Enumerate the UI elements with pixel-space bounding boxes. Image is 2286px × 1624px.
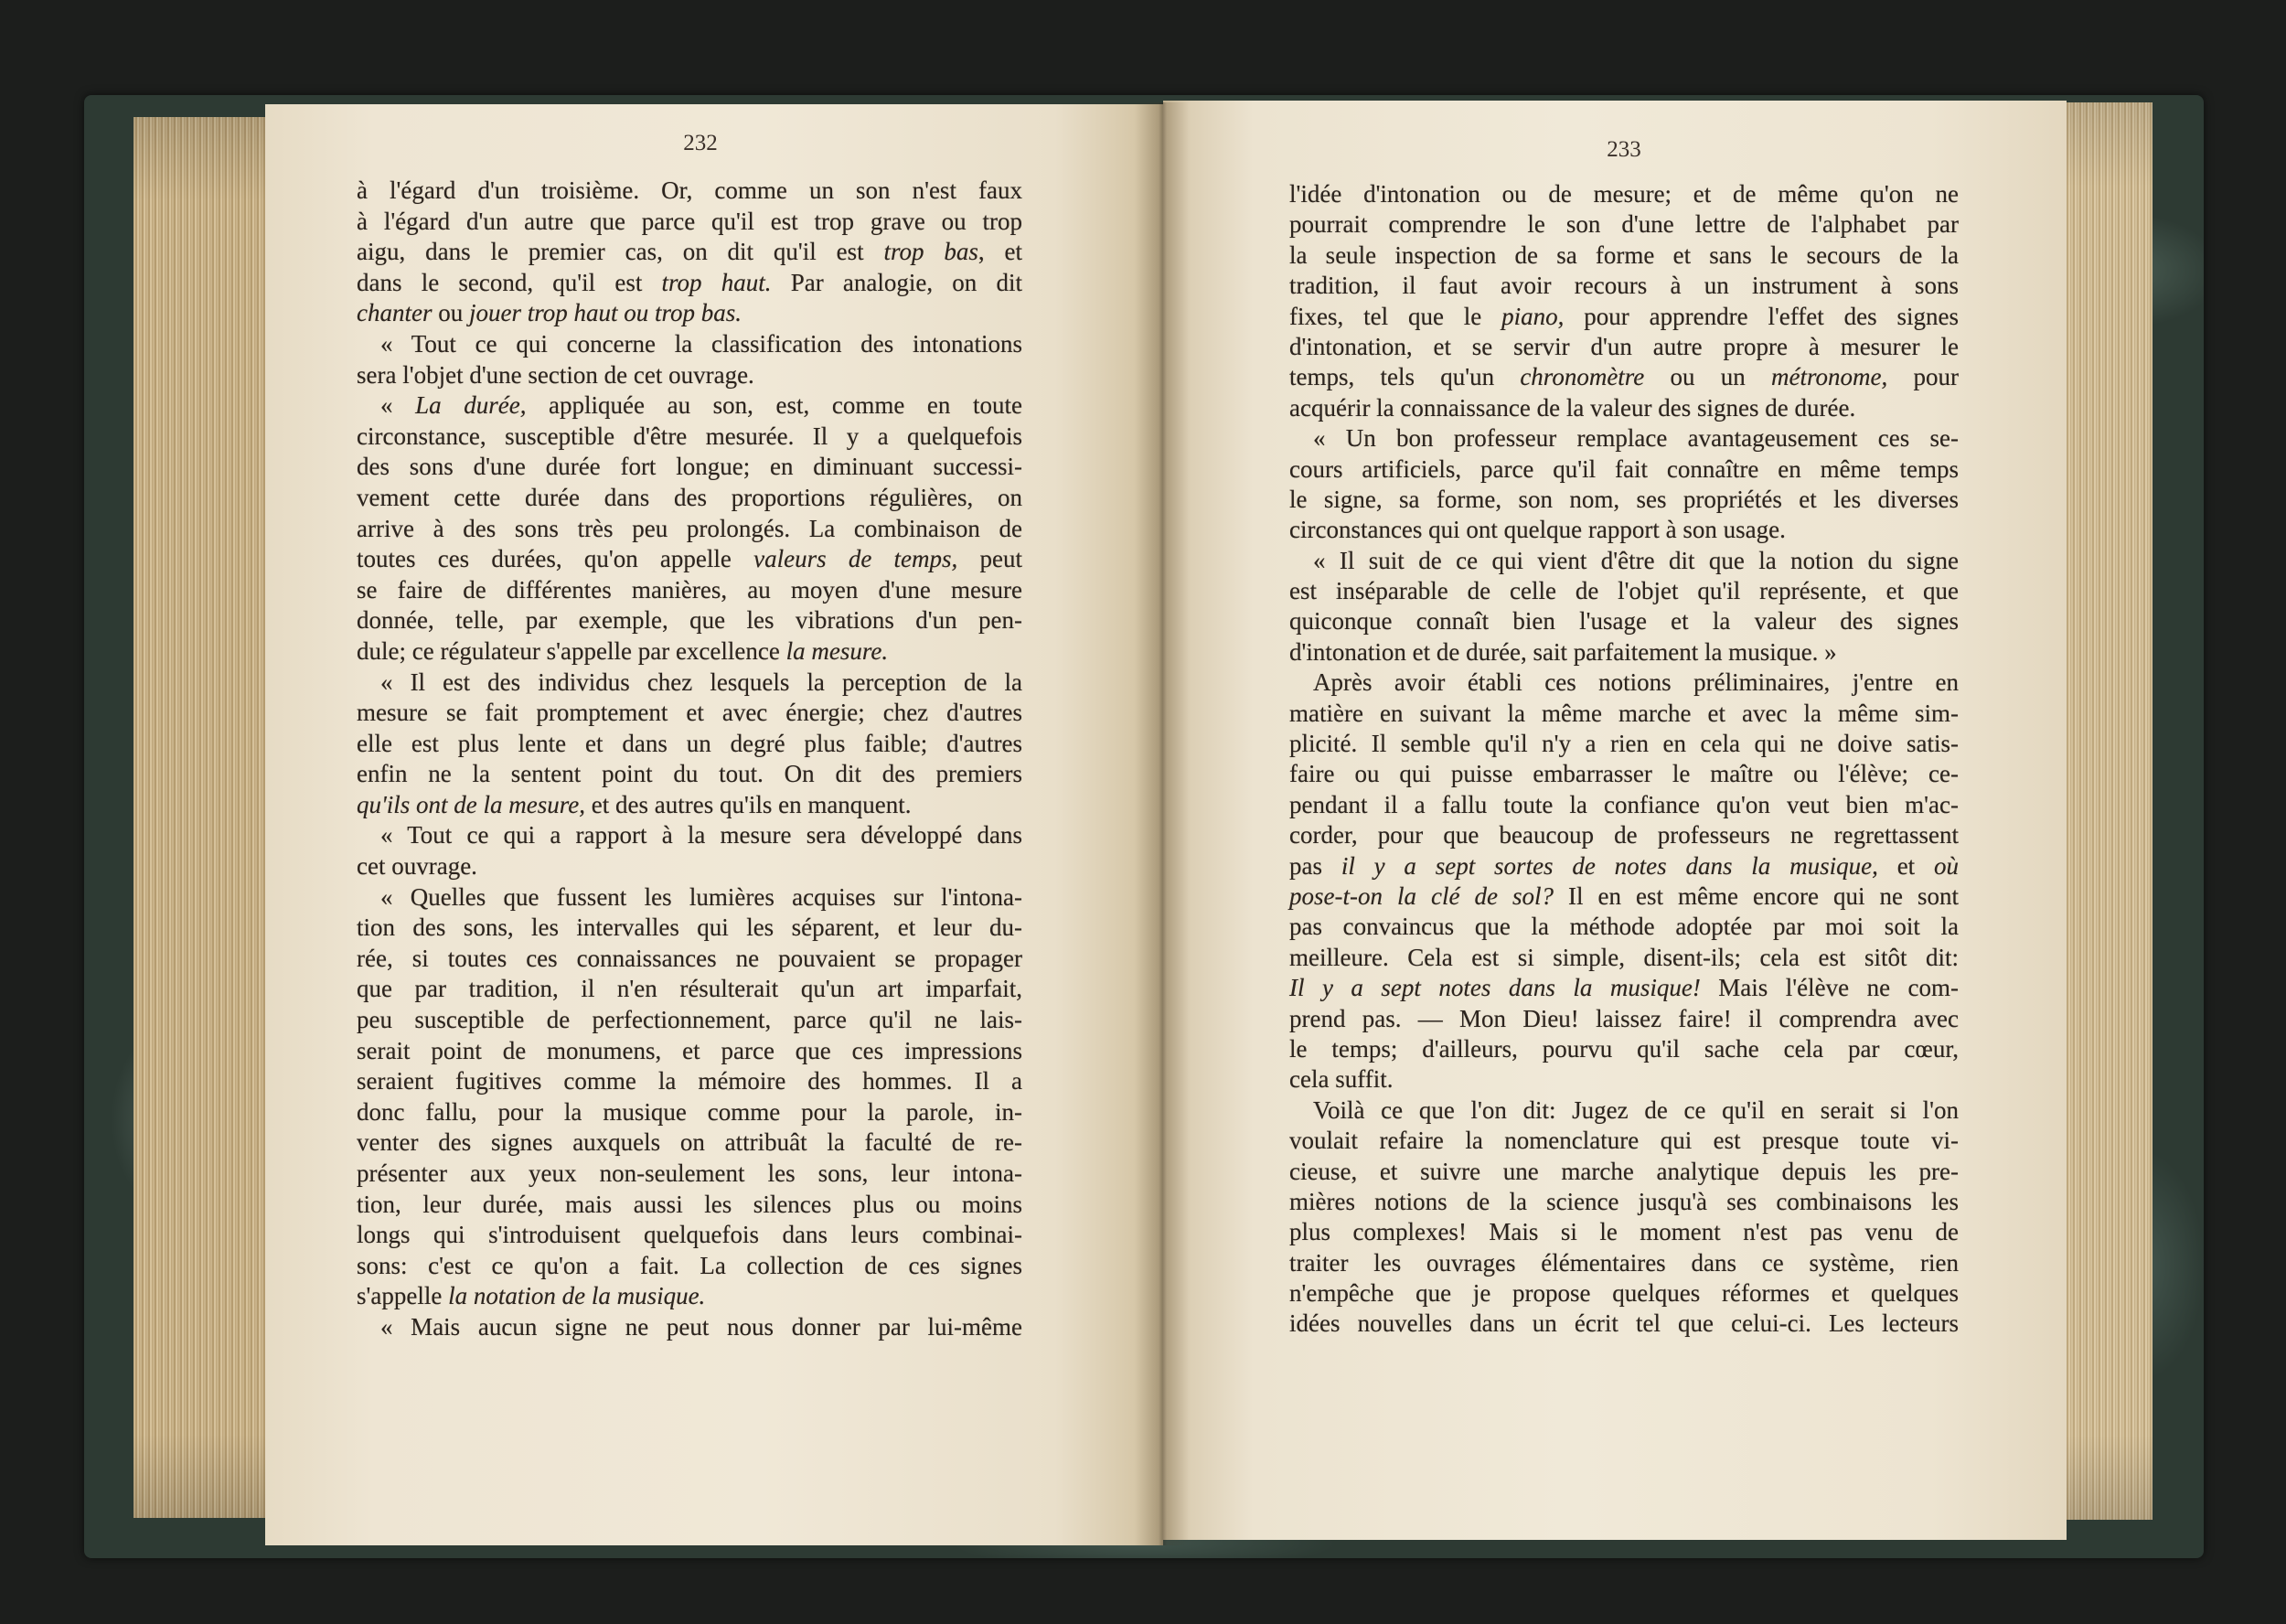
text-segment: peut: [957, 545, 1022, 573]
text-line: [1289, 1004, 1959, 1034]
text-segment: « Tout ce qui concerne la classification des intonations: [380, 329, 1022, 358]
text-segment: circonstance, susceptible d'être mesurée. Il y a quelquefois: [357, 422, 1022, 450]
text-line: [1289, 759, 1959, 789]
italic-text: pose-t-on la clé de sol?: [1289, 881, 1554, 910]
text-line: [1289, 1034, 1959, 1064]
text-segment: corder, pour que beaucoup de professeurs ne regrettassent: [1289, 821, 1959, 849]
paragraph: [357, 668, 1022, 821]
text-segment: ou un: [1644, 363, 1772, 391]
text-segment: Par analogie, on dit: [771, 268, 1023, 296]
text-line: [357, 759, 1022, 790]
italic-text: jouer trop haut ou trop bas.: [468, 299, 742, 327]
text-segment: aigu, dans le premier cas, on dit qu'il est: [357, 238, 884, 266]
text-segment: dule; ce régulateur s'appelle par excellence: [357, 636, 786, 665]
right-page-number: 233: [1607, 137, 1641, 162]
paragraph: [357, 1312, 1022, 1343]
text-line: [357, 298, 1022, 329]
text-line: [1289, 240, 1959, 271]
text-line: [357, 698, 1022, 729]
text-segment: idées nouvelles dans un écrit tel que celui-ci. Les lecteurs: [1289, 1309, 1959, 1338]
text-line: [1289, 302, 1959, 332]
paragraph: [357, 176, 1022, 329]
text-line: [1289, 576, 1959, 606]
text-segment: « Mais aucun signe ne peut nous donner par lui-même: [380, 1312, 1022, 1341]
text-segment: ou: [432, 299, 469, 327]
italic-text: Il y a sept notes dans la musique!: [1289, 974, 1701, 1002]
text-segment: arrive à des sons très peu prolongés. La combinaison de: [357, 514, 1022, 542]
text-line: [357, 851, 1022, 882]
text-line: [357, 360, 1022, 391]
text-segment: cours artificiels, parce qu'il fait connaître en même temps: [1289, 454, 1959, 483]
text-line: [357, 1066, 1022, 1097]
text-line: [357, 483, 1022, 514]
text-segment: tradition, il faut avoir recours à un instrument à sons: [1289, 272, 1959, 300]
text-line: [1289, 790, 1959, 820]
text-segment: peu susceptible de perfectionnement, parce qu'il ne lais-: [357, 1006, 1022, 1034]
text-segment: et: [1877, 851, 1934, 880]
text-segment: « Il est des individus chez lesquels la perception de la: [380, 668, 1022, 696]
text-line: [357, 390, 1022, 422]
italic-text: où: [1934, 851, 1959, 880]
text-line: [357, 1312, 1022, 1343]
text-segment: matière en suivant la même marche et avec la même sim-: [1289, 699, 1959, 727]
text-line: [1289, 973, 1959, 1003]
text-line: [1289, 179, 1959, 209]
text-line: [357, 1251, 1022, 1282]
italic-text: chanter: [357, 299, 433, 327]
text-line: [357, 1220, 1022, 1251]
text-segment: « Quelles que fussent les lumières acquises sur l'intona-: [380, 882, 1022, 911]
paragraph: [1289, 668, 1959, 1095]
text-segment: dans le second, qu'il est: [357, 268, 662, 296]
text-line: [357, 207, 1022, 238]
text-line: [1289, 1157, 1959, 1187]
text-segment: serait point de monumens, et parce que ces impressions: [357, 1036, 1022, 1064]
text-segment: , et: [977, 238, 1022, 266]
text-line: [1289, 699, 1959, 729]
text-segment: Après avoir établi ces notions préliminaires, j'entre en: [1313, 668, 1959, 697]
text-line: [357, 329, 1022, 360]
text-segment: plus complexes! Mais si le moment n'est pas venu de: [1289, 1218, 1959, 1246]
text-line: [1289, 637, 1959, 668]
text-line: [1289, 820, 1959, 850]
text-segment: tion des sons, les intervalles qui les séparent, et leur du-: [357, 914, 1022, 942]
text-segment: Il en est même encore qui ne sont: [1554, 881, 1959, 910]
text-line: [357, 514, 1022, 545]
text-segment: fixes, tel que le: [1289, 302, 1502, 330]
text-line: [357, 1159, 1022, 1190]
left-page-text: [357, 176, 1022, 1343]
text-segment: le temps; d'ailleurs, pourvu qu'il sache cela par cœur,: [1289, 1034, 1959, 1063]
text-line: [357, 668, 1022, 699]
text-segment: et des autres qu'ils en manquent.: [585, 790, 912, 818]
text-line: [357, 176, 1022, 207]
text-segment: des sons d'une durée fort longue; en diminuant successi-: [357, 453, 1022, 481]
text-segment: appliquée au son, est, comme en toute: [526, 391, 1023, 420]
text-line: [357, 882, 1022, 914]
paragraph: [1289, 423, 1959, 546]
text-segment: temps, tels qu'un: [1289, 363, 1521, 391]
text-segment: à l'égard d'un troisième. Or, comme un son n'est faux: [357, 176, 1022, 204]
text-segment: sons: c'est ce qu'on a fait. La collection de ces signes: [357, 1251, 1022, 1279]
text-line: [357, 1005, 1022, 1036]
text-line: [1289, 1095, 1959, 1126]
text-line: [1289, 393, 1959, 423]
text-segment: meilleure. Cela est si simple, disent-ils; cela est sitôt dit:: [1289, 943, 1959, 971]
text-line: [357, 544, 1022, 575]
italic-text: La durée,: [415, 391, 527, 420]
text-line: [357, 605, 1022, 636]
text-segment: s'appelle: [357, 1282, 449, 1310]
paragraph: [357, 329, 1022, 390]
text-segment: « Un bon professeur remplace avantageusement ces se-: [1313, 424, 1959, 453]
text-line: [1289, 1309, 1959, 1339]
text-segment: « Tout ce qui a rapport à la mesure sera développé dans: [380, 821, 1022, 849]
text-segment: voulait refaire la nomenclature qui est presque toute vi-: [1289, 1127, 1959, 1155]
text-line: [357, 268, 1022, 299]
text-segment: d'intonation, et se servir d'un autre propre à mesurer le: [1289, 332, 1959, 360]
text-line: [357, 820, 1022, 851]
text-segment: Voilà ce que l'on dit: Jugez de ce qu'il en serait si l'on: [1313, 1095, 1959, 1124]
text-segment: cela suffit.: [1289, 1065, 1394, 1094]
text-segment: faire ou qui puisse embarrasser le maître ou l'élève; ce-: [1289, 760, 1959, 788]
text-segment: traiter les ouvrages élémentaires dans ce système, rien: [1289, 1248, 1959, 1277]
text-segment: Mais l'élève ne com-: [1700, 974, 1960, 1002]
text-segment: pas convaincus que la méthode adoptée par moi soit la: [1289, 913, 1959, 941]
text-line: [1289, 1278, 1959, 1309]
text-segment: acquérir la connaissance de la valeur des signes de durée.: [1289, 393, 1856, 422]
text-segment: quiconque connaît bien l'usage et la valeur des signes: [1289, 607, 1959, 636]
text-segment: rée, si toutes ces connaissances ne pouvaient se propager: [357, 944, 1022, 972]
text-segment: mesure se fait promptement et avec énergie; chez d'autres: [357, 699, 1022, 727]
text-line: [357, 575, 1022, 606]
text-segment: la seule inspection de sa forme et sans le secours de la: [1289, 240, 1959, 269]
paragraph: [1289, 546, 1959, 668]
italic-text: trop haut.: [661, 268, 772, 296]
text-segment: d'intonation et de durée, sait parfaitement la musique. »: [1289, 637, 1837, 666]
text-line: [1289, 332, 1959, 362]
text-segment: sera l'objet d'une section de cet ouvrage.: [357, 360, 754, 389]
text-line: [357, 1190, 1022, 1221]
text-segment: pour apprendre l'effet des signes: [1564, 302, 1959, 330]
text-segment: seraient fugitives comme la mémoire des hommes. Il a: [357, 1067, 1022, 1095]
text-line: [1289, 546, 1959, 576]
italic-text: valeurs de temps,: [753, 545, 958, 573]
text-line: [357, 1281, 1022, 1312]
text-segment: que par tradition, il n'en résulterait qu'un art imparfait,: [357, 975, 1022, 1003]
paragraph: [357, 820, 1022, 881]
text-line: [1289, 271, 1959, 301]
text-line: [357, 974, 1022, 1005]
italic-text: trop bas: [883, 238, 978, 266]
text-segment: pendant il a fallu toute la confiance qu'on veut bien m'ac-: [1289, 790, 1959, 818]
text-segment: présenter aux yeux non-seulement les sons, leur intona-: [357, 1159, 1022, 1187]
text-line: [357, 913, 1022, 944]
paragraph: [357, 390, 1022, 667]
text-line: [357, 422, 1022, 453]
text-line: [357, 452, 1022, 483]
text-segment: donc fallu, pour la musique comme pour la parole, in-: [357, 1097, 1022, 1126]
text-segment: elle est plus lente et dans un degré plus faible; d'autres: [357, 729, 1022, 757]
text-line: [1289, 209, 1959, 240]
italic-text: chronomètre: [1520, 363, 1645, 391]
text-segment: donnée, telle, par exemple, que les vibrations d'un pen-: [357, 606, 1022, 635]
italic-text: métronome,: [1771, 363, 1888, 391]
right-page-text: [1289, 179, 1959, 1340]
text-line: [1289, 943, 1959, 973]
right-page-edges: [2065, 102, 2152, 1520]
text-segment: à l'égard d'un autre que parce qu'il est trop grave ou trop: [357, 207, 1022, 235]
text-line: [1289, 362, 1959, 392]
text-line: [1289, 515, 1959, 545]
text-segment: circonstances qui ont quelque rapport à son usage.: [1289, 516, 1786, 544]
text-segment: tion, leur durée, mais aussi les silences plus ou moins: [357, 1190, 1022, 1218]
text-line: [1289, 912, 1959, 942]
italic-text: la mesure.: [785, 636, 889, 665]
text-line: [1289, 1217, 1959, 1247]
text-line: [1289, 881, 1959, 912]
text-line: [357, 729, 1022, 760]
text-line: [1289, 485, 1959, 515]
paragraph: [1289, 1095, 1959, 1340]
text-segment: pour: [1887, 363, 1959, 391]
text-line: [357, 1097, 1022, 1128]
text-line: [357, 237, 1022, 268]
paragraph: [1289, 179, 1959, 423]
text-segment: cieuse, et suivre une marche analytique depuis les pre-: [1289, 1157, 1959, 1185]
text-line: [357, 1036, 1022, 1067]
text-line: [1289, 606, 1959, 636]
text-segment: se faire de différentes manières, au moyen d'une mesure: [357, 575, 1022, 604]
text-segment: est inséparable de celle de l'objet qu'il représente, et que: [1289, 577, 1959, 605]
left-page-number: 232: [683, 131, 718, 155]
text-segment: enfin ne la sentent point du tout. On dit des premiers: [357, 760, 1022, 788]
text-segment: «: [380, 391, 416, 420]
italic-text: il y a sept sortes de notes dans la musique,: [1341, 851, 1878, 880]
text-line: [1289, 668, 1959, 698]
text-segment: « Il suit de ce qui vient d'être dit que la notion du signe: [1313, 546, 1959, 574]
text-line: [357, 636, 1022, 668]
text-segment: prend pas. — Mon Dieu! laissez faire! il comprendra avec: [1289, 1004, 1959, 1032]
text-line: [1289, 851, 1959, 881]
text-segment: pourrait comprendre le son d'une lettre de l'alphabet par: [1289, 210, 1959, 239]
text-line: [1289, 1187, 1959, 1217]
text-segment: pas: [1289, 851, 1341, 880]
italic-text: piano,: [1501, 302, 1565, 330]
italic-text: qu'ils ont de la mesure,: [357, 790, 586, 818]
text-line: [357, 1127, 1022, 1159]
book-gutter: [1134, 102, 1189, 1545]
text-segment: venter des signes auxquels on attribuât la faculté de re-: [357, 1128, 1022, 1157]
text-line: [1289, 1126, 1959, 1156]
text-line: [1289, 1248, 1959, 1278]
text-segment: toutes ces durées, qu'on appelle: [357, 545, 754, 573]
left-page-edges: [134, 117, 269, 1518]
text-line: [357, 944, 1022, 975]
text-segment: cet ouvrage.: [357, 852, 477, 881]
text-segment: n'empêche que je propose quelques réformes et quelques: [1289, 1279, 1959, 1308]
text-segment: vement cette durée dans des proportions régulières, on: [357, 483, 1022, 511]
text-line: [1289, 1064, 1959, 1095]
text-line: [1289, 423, 1959, 454]
text-line: [357, 790, 1022, 821]
text-line: [1289, 454, 1959, 485]
italic-text: la notation de la musique.: [448, 1282, 706, 1310]
text-segment: l'idée d'intonation ou de mesure; et de même qu'on ne: [1289, 180, 1959, 208]
text-segment: longs qui s'introduisent quelquefois dans leurs combinai-: [357, 1221, 1022, 1249]
text-segment: mières notions de la science jusqu'à ses combinaisons les: [1289, 1187, 1959, 1215]
paragraph: [357, 882, 1022, 1312]
text-line: [1289, 729, 1959, 759]
text-segment: le signe, sa forme, son nom, ses propriétés et les diverses: [1289, 485, 1959, 513]
text-segment: plicité. Il semble qu'il n'y a rien en cela qui ne doive satis-: [1289, 730, 1959, 758]
